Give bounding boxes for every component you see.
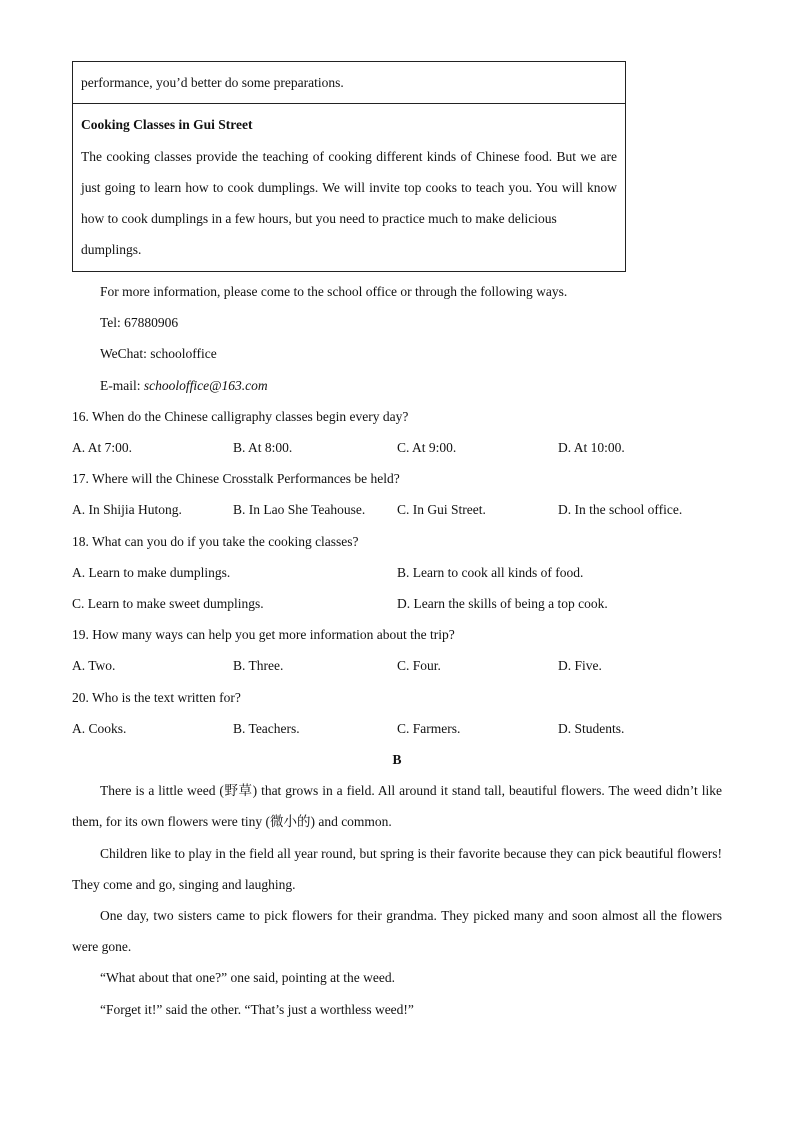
contact-info <box>72 276 722 401</box>
option-d: D. Five. <box>558 658 602 674</box>
activity-table <box>72 61 626 272</box>
option-c: C. Farmers. <box>397 720 461 736</box>
info-wechat: WeChat: schooloffice <box>100 346 217 362</box>
paragraph: There is a little weed (野草) that grows in a field. All around it stand tall, beautiful flowers. The weed didn’t like them, for its own flowers were tiny (微小的) and common. <box>72 783 722 830</box>
option-c: C. In Gui Street. <box>397 502 486 518</box>
option-a: A. Cooks. <box>72 720 127 736</box>
email-label: E-mail: <box>100 377 144 393</box>
option-b: B. In Lao She Teahouse. <box>233 502 366 518</box>
question-text: 20. Who is the text written for? <box>72 689 241 705</box>
paragraph: Children like to play in the field all year round, but spring is their favorite because they can pick beautiful flowers! They come and go, singing and laughing. <box>72 845 722 892</box>
question-19 <box>72 619 722 681</box>
info-intro: For more information, please come to the school office or through the following ways. <box>100 284 568 299</box>
question-text: 17. Where will the Chinese Crosstalk Performances be held? <box>72 471 400 487</box>
table-row-performance-end: performance, you’d better do some preparations. <box>73 62 625 104</box>
option-a: A. Two. <box>72 658 116 674</box>
option-c: C. Learn to make sweet dumplings. <box>72 596 264 612</box>
question-text: 16. When do the Chinese calligraphy classes begin every day? <box>72 408 409 424</box>
section-b-heading: B <box>392 752 402 768</box>
option-b: B. Three. <box>233 658 284 674</box>
question-20 <box>72 682 722 744</box>
option-b: B. Teachers. <box>233 720 300 736</box>
question-text: 18. What can you do if you take the cooking classes? <box>72 533 359 549</box>
section-b-passage <box>72 775 722 1025</box>
cooking-body-last: dumplings. <box>81 242 142 257</box>
table-row-cooking <box>73 104 625 271</box>
option-d: D. At 10:00. <box>558 440 625 456</box>
email-address: schooloffice@163.com <box>143 377 268 393</box>
option-a: A. Learn to make dumplings. <box>72 564 231 580</box>
document-page <box>72 61 722 1025</box>
info-tel: Tel: 67880906 <box>100 315 179 331</box>
paragraph: One day, two sisters came to pick flowers for their grandma. They picked many and soon almost all the flowers were gone. <box>72 908 722 955</box>
question-16 <box>72 401 722 463</box>
option-a: A. At 7:00. <box>72 440 133 456</box>
question-18 <box>72 526 722 620</box>
option-b: B. Learn to cook all kinds of food. <box>397 564 584 580</box>
question-text: 19. How many ways can help you get more information about the trip? <box>72 627 455 643</box>
option-c: C. Four. <box>397 658 441 674</box>
info-email <box>72 370 722 401</box>
option-c: C. At 9:00. <box>397 440 457 456</box>
option-d: D. In the school office. <box>558 502 683 518</box>
options <box>72 432 722 463</box>
option-b: B. At 8:00. <box>233 440 293 456</box>
paragraph: “What about that one?” one said, pointing at the weed. <box>100 970 396 986</box>
options <box>72 494 722 525</box>
option-a: A. In Shijia Hutong. <box>72 502 182 518</box>
options <box>72 650 722 681</box>
cooking-body: The cooking classes provide the teaching of cooking different kinds of Chinese food. But we are just going to learn how to cook dumplings. We will invite top cooks to teach you. You will know how to cook dumplings in a few hours, but you need to practice much to make delicious <box>81 149 617 226</box>
cooking-title: Cooking Classes in Gui Street <box>81 117 253 132</box>
option-d: D. Students. <box>558 720 625 736</box>
options <box>72 557 722 619</box>
option-d: D. Learn the skills of being a top cook. <box>397 596 608 612</box>
paragraph: “Forget it!” said the other. “That’s just a worthless weed!” <box>100 1001 414 1017</box>
options <box>72 713 722 744</box>
question-17 <box>72 463 722 525</box>
